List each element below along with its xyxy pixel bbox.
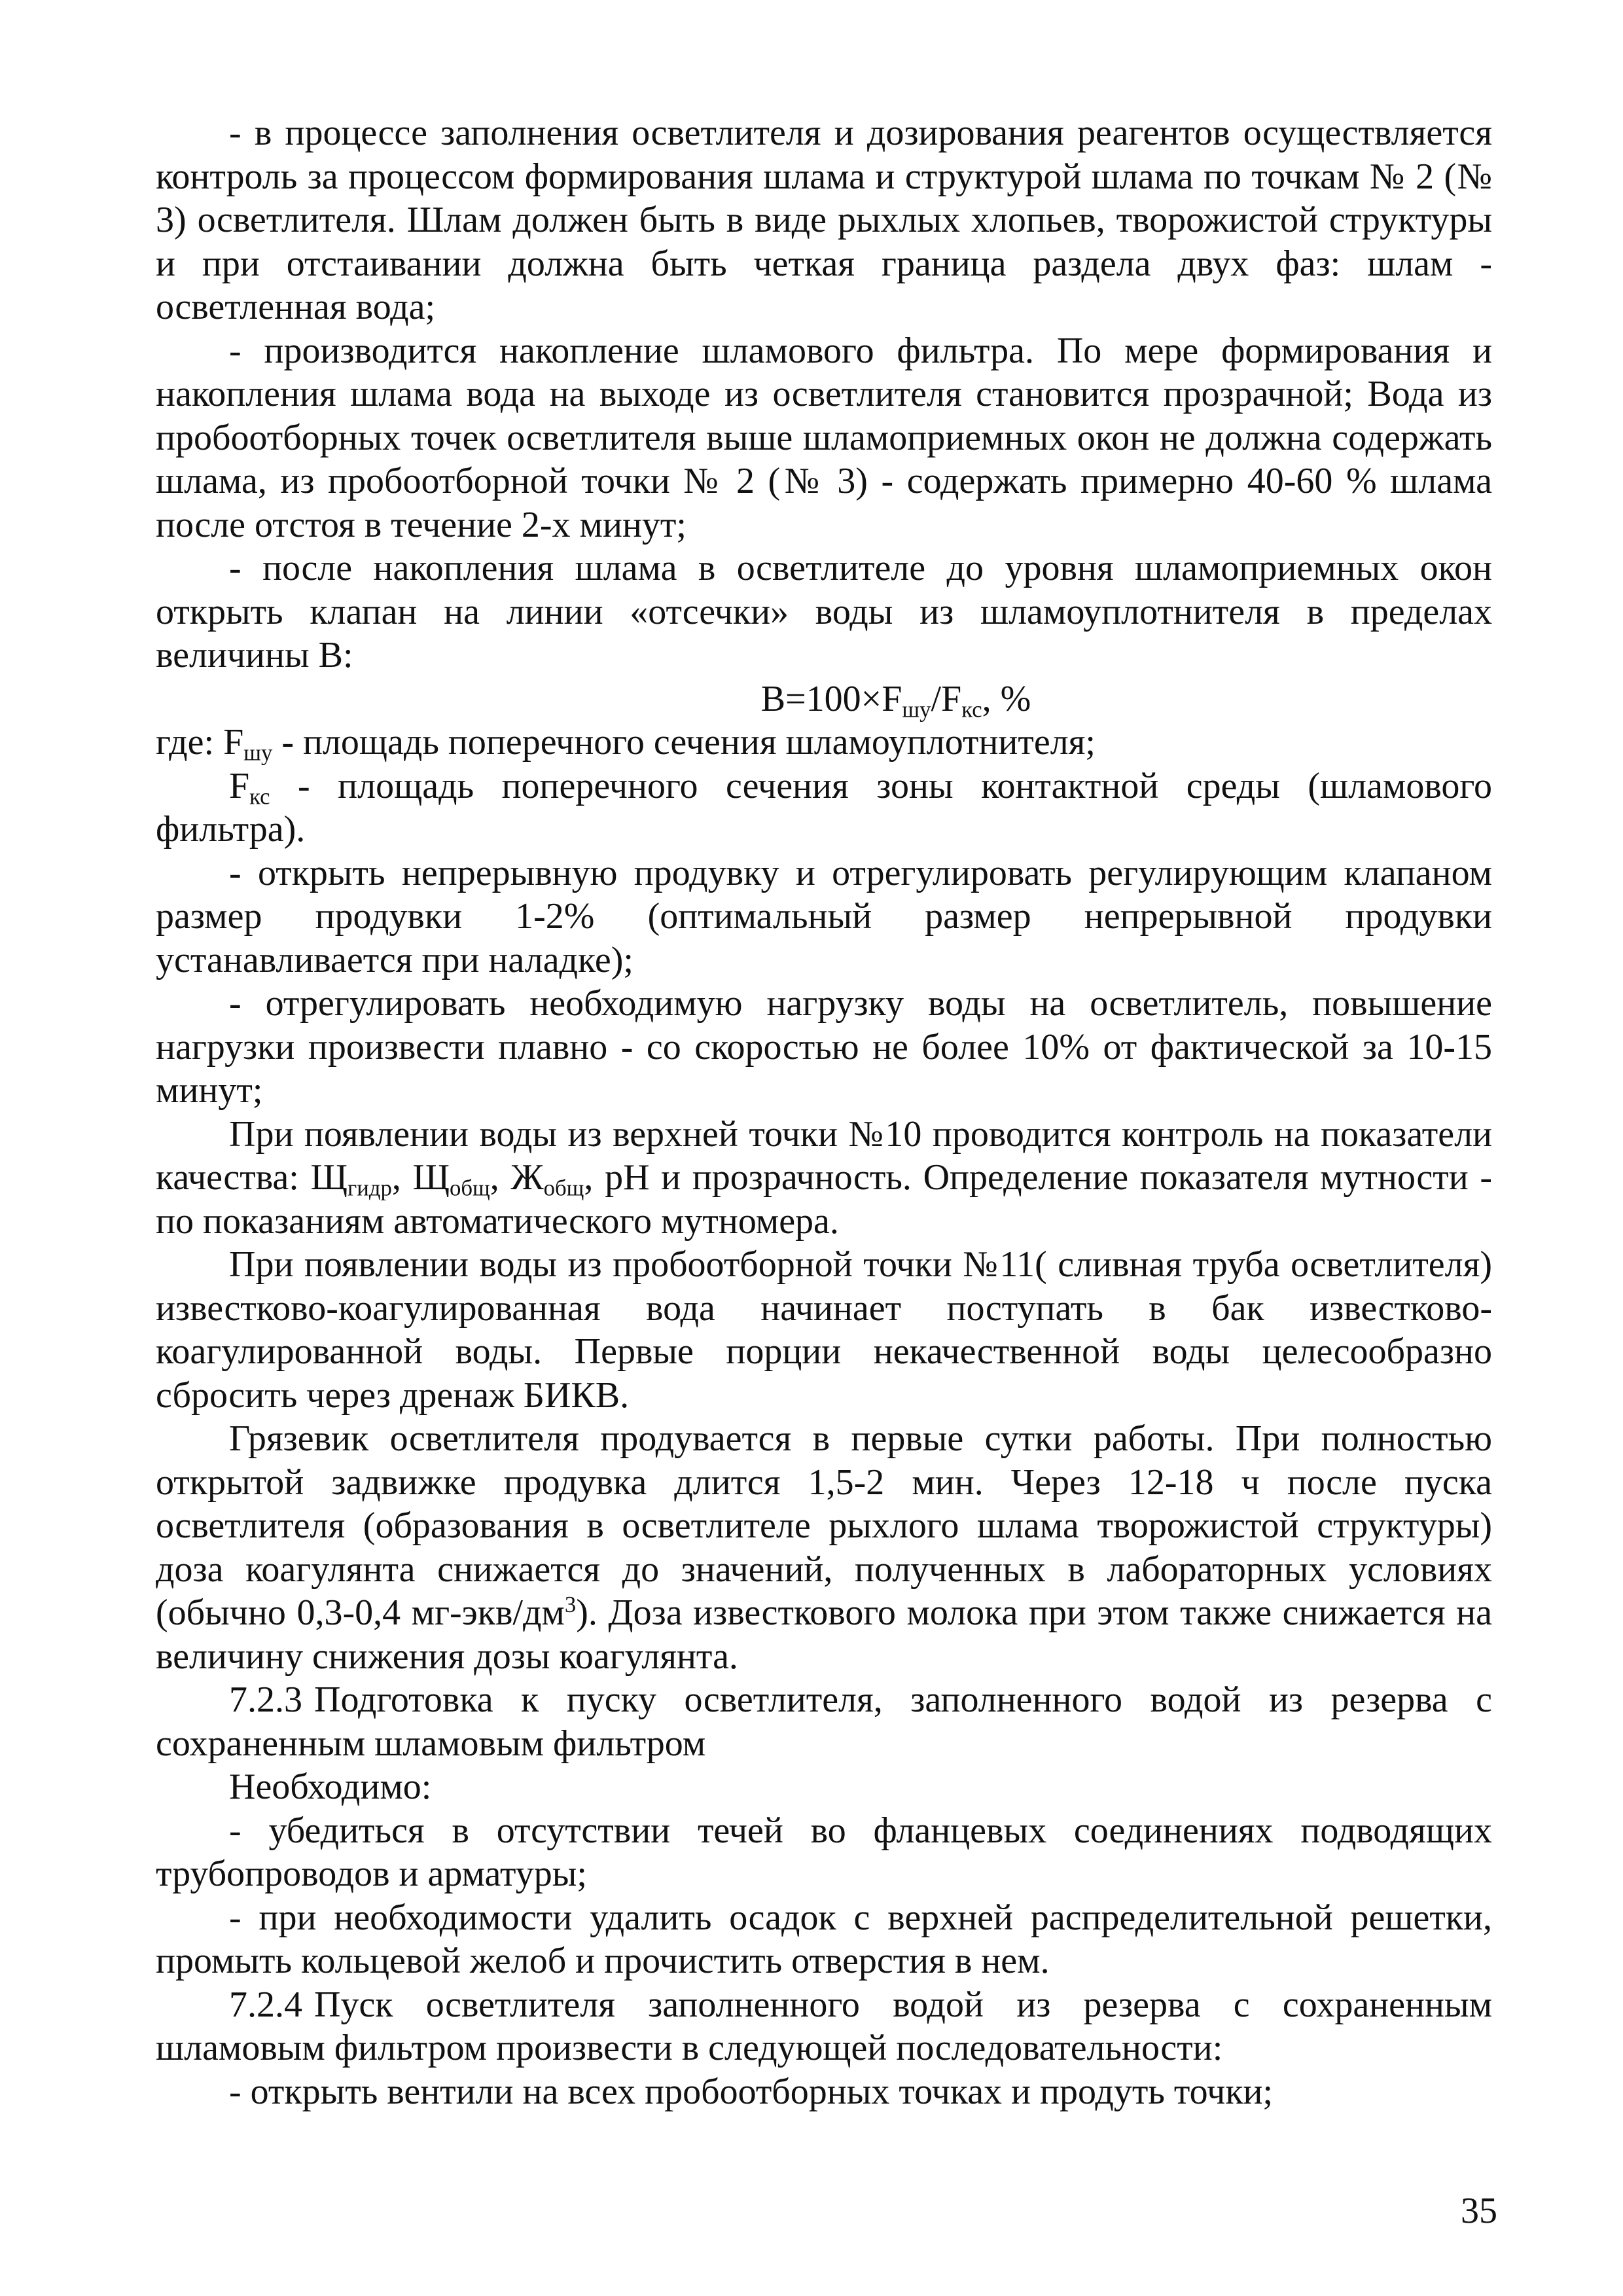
formula-sub-shu: шу [902, 696, 931, 723]
quality-sub-3: общ [543, 1175, 584, 1201]
paragraph-check-leaks: - убедиться в отсутствии течей во фланцевых соединениях подводящих трубопроводов и арматуры; [156, 1810, 1492, 1894]
quality-text-1: При появлении воды из верхней точки №10 проводится контроль на показатели качества: Щ [156, 1113, 1492, 1198]
fkc-prefix: F [229, 765, 250, 806]
quality-sub-1: гидр [348, 1175, 392, 1201]
mud-trap-text-1: Грязевик осветлителя продувается в первые сутки работы. При полностью открытой задвижке продувка длится 1,5-2 мин. Через 12-18 ч после пуска осветлителя (образования в осветлителе рыхлого шлама творожистой структуры) доза коагулянта снижается до значений, полученных в лабораторных условиях (обычно 0,3-0,4 мг-экв/дм [156, 1418, 1492, 1633]
fkc-sub: кс [249, 783, 270, 810]
paragraph-blowdown: - открыть непрерывную продувку и отрегулировать регулирующим клапаном размер продувки 1-2% (оптимальный размер непрерывной продувки устанавливается при наладке); [156, 852, 1492, 980]
section-7-2-4-number: 7.2.4 [229, 1984, 302, 2025]
formula-sub-ks: кс [961, 696, 982, 723]
page-number: 35 [1461, 2191, 1497, 2231]
formula-lhs: В=100×F [760, 678, 902, 719]
paragraph-drain-pipe: При появлении воды из пробоотборной точки №11( сливная труба осветлителя) известково-коагулированная вода начинает поступать в бак известково-коагулированной воды. Первые порции некачественной воды целесообразно сбросить через дренаж БИКВ. [156, 1244, 1492, 1416]
mud-trap-sup: 3 [564, 1591, 577, 1617]
formula-tail: , % [982, 678, 1031, 719]
section-7-2-3-number: 7.2.3 [229, 1679, 302, 1720]
section-7-2-3-title: Подготовка к пуску осветлителя, заполненного водой из резерва с сохраненным шламовым фильтром [156, 1679, 1492, 1764]
section-7-2-4 [156, 1983, 1492, 2070]
paragraph-open-valve: - после накопления шлама в осветлителе до уровня шламоприемных окон открыть клапан на линии «отсечки» воды из шламоуплотнителя в пределах величины В: [156, 548, 1492, 675]
where-prefix: где: F [156, 722, 244, 762]
paragraph-necessary: Необходимо: [229, 1767, 432, 1807]
quality-text-2: , Щ [391, 1157, 450, 1198]
quality-text-4: , рН и прозрачность. Определение показателя мутности - по показаниям автоматического мутномера. [156, 1157, 1493, 1242]
mud-trap-text-2: ). Доза известкового молока при этом также снижается на величину снижения дозы коагулянта. [156, 1592, 1492, 1677]
paragraph-remove-sediment: - при необходимости удалить осадок с верхней распределительной решетки, промыть кольцевой желоб и прочистить отверстия в нем. [156, 1897, 1492, 1981]
where-sub: шу [243, 740, 273, 766]
quality-sub-2: общ [450, 1175, 490, 1201]
paragraph-load: - отрегулировать необходимую нагрузку воды на осветлитель, повышение нагрузки произвести плавно - со скоростью не более 10% от фактической за 10-15 минут; [156, 983, 1492, 1111]
paragraph-filter-accumulation: - производится накопление шламового фильтра. По мере формирования и накопления шлама вода на выходе из осветлителя становится прозрачной; Вода из пробоотборных точек осветлителя выше шламоприемных окон не должна содержать шлама, из пробоотборной точки № 2 (№ 3) - содержать примерно 40-60 % шлама после отстоя в течение 2-х минут; [156, 330, 1492, 545]
formula-slash: /F [931, 678, 962, 719]
paragraph-sludge-control: - в процессе заполнения осветлителя и дозирования реагентов осуществляется контроль за процессом формирования шлама и структурой шлама по точкам № 2 (№ 3) осветлителя. Шлам должен быть в виде рыхлых хлопьев, творожистой структуры и при отстаивании должна быть четкая граница раздела двух фаз: шлам - осветленная вода; [156, 113, 1492, 327]
quality-text-3: , Ж [490, 1157, 544, 1198]
formula-b [156, 677, 1492, 721]
paragraph-mud-trap [156, 1417, 1492, 1678]
paragraph-open-valves: - открыть вентили на всех пробоотборных точках и продуть точки; [229, 2071, 1274, 2112]
section-7-2-3 [156, 1678, 1492, 1765]
where-text: - площадь поперечного сечения шламоуплотнителя; [272, 722, 1096, 762]
section-7-2-4-title: Пуск осветлителя заполненного водой из резерва с сохраненным шламовым фильтром произвести в следующей последовательности: [156, 1984, 1492, 2068]
body-text [156, 111, 1492, 2113]
paragraph-quality-check [156, 1113, 1492, 1244]
where-line [156, 721, 1492, 764]
fkc-line [156, 764, 1492, 852]
fkc-text: - площадь поперечного сечения зоны контактной среды (шламового фильтра). [156, 765, 1492, 850]
